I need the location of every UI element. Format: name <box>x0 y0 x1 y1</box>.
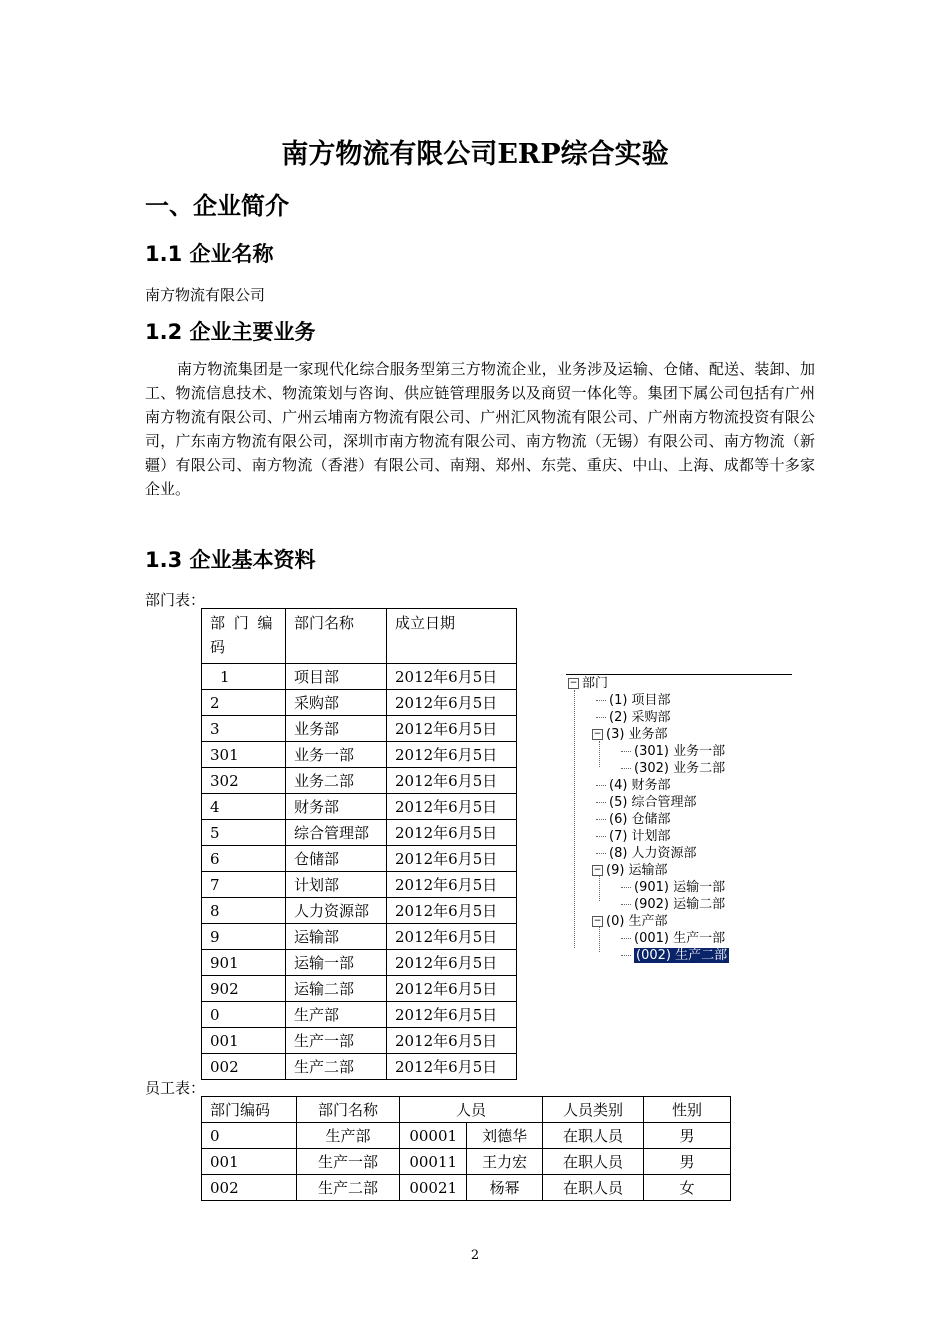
tree-item[interactable] <box>592 914 668 930</box>
dept-date: 2012年6月5日 <box>387 820 517 846</box>
company-name-text: 南方物流有限公司 <box>145 286 266 304</box>
tree-item[interactable] <box>621 897 725 913</box>
main-business-paragraph: 南方物流集团是一家现代化综合服务型第三方物流企业，业务涉及运输、仓储、配送、装卸、加工、物流信息技术、物流策划与咨询、供应链管理服务以及商贸一体化等。集团下属公司包括有广州南方物流有限公司、广州云埔南方物流有限公司、广州汇风物流有限公司、广州南方物流投资有限公司，广东南方物流有限公司，深圳市南方物流有限公司、南方物流（无锡）有限公司、南方物流（新疆）有限公司、南方物流（香港）有限公司、南翔、郑州、东莞、重庆、中山、上海、成都等十多家企业。 <box>145 360 815 498</box>
emp-type: 在职人员 <box>543 1149 644 1175</box>
tree-item-label: (301) 业务一部 <box>634 744 726 759</box>
header-established-date: 成立日期 <box>387 609 517 664</box>
tree-item-label: (002) 生产二部 <box>636 948 728 963</box>
heading-basic-info: 1.3 企业基本资料 <box>145 548 316 572</box>
emp-name: 王力宏 <box>467 1149 543 1175</box>
dept-name: 业务一部 <box>286 742 387 768</box>
tree-branch <box>621 955 631 956</box>
tree-branch <box>596 819 606 820</box>
tree-branch <box>596 717 606 718</box>
tree-branch <box>621 887 631 888</box>
emp-dept-name: 生产二部 <box>297 1175 400 1201</box>
dept-date: 2012年6月5日 <box>387 976 517 1002</box>
department-table <box>201 608 517 1080</box>
tree-branch <box>596 700 606 701</box>
dept-code: 6 <box>202 846 286 872</box>
emp-gender: 男 <box>644 1123 731 1149</box>
tree-item[interactable] <box>621 761 725 777</box>
tree-item-label: (0) 生产部 <box>606 914 668 929</box>
dept-code: 0 <box>202 1002 286 1028</box>
dept-code: 002 <box>202 1054 286 1080</box>
dept-code: 302 <box>202 768 286 794</box>
tree-branch <box>596 802 606 803</box>
tree-item-label: (8) 人力资源部 <box>609 846 697 861</box>
tree-item-label: (3) 业务部 <box>606 727 668 742</box>
table-header-row <box>202 609 517 664</box>
heading-company-name: 1.1 企业名称 <box>145 242 274 266</box>
document-title: 南方物流有限公司ERP综合实验 <box>281 139 669 170</box>
dept-table-label: 部门表： <box>145 591 206 609</box>
table-row <box>202 898 517 924</box>
table-row <box>202 846 517 872</box>
emp-dept-code: 002 <box>202 1175 297 1201</box>
table-header-row <box>202 1097 731 1123</box>
table-row <box>202 690 517 716</box>
emp-type: 在职人员 <box>543 1123 644 1149</box>
tree-branch <box>621 904 631 905</box>
dept-name: 运输一部 <box>286 950 387 976</box>
emp-gender: 女 <box>644 1175 731 1201</box>
table-row <box>202 716 517 742</box>
table-row <box>202 794 517 820</box>
emp-type: 在职人员 <box>543 1175 644 1201</box>
dept-name: 计划部 <box>286 872 387 898</box>
tree-item-label: (2) 采购部 <box>609 710 671 725</box>
emp-name: 杨幂 <box>467 1175 543 1201</box>
dept-name: 仓储部 <box>286 846 387 872</box>
tree-branch <box>621 751 631 752</box>
dept-code: 301 <box>202 742 286 768</box>
dept-name: 项目部 <box>286 664 387 690</box>
heading-main-business: 1.2 企业主要业务 <box>145 320 316 344</box>
table-row <box>202 768 517 794</box>
dept-date: 2012年6月5日 <box>387 794 517 820</box>
tree-branch <box>621 768 631 769</box>
header-gender: 性别 <box>644 1097 731 1123</box>
header-dept-code: 部门编码 <box>202 1097 297 1123</box>
table-row <box>202 664 517 690</box>
tree-item[interactable] <box>621 931 725 947</box>
table-row <box>202 742 517 768</box>
dept-code: 901 <box>202 950 286 976</box>
dept-date: 2012年6月5日 <box>387 716 517 742</box>
emp-id: 00011 <box>400 1149 467 1175</box>
dept-date: 2012年6月5日 <box>387 898 517 924</box>
emp-dept-name: 生产一部 <box>297 1149 400 1175</box>
tree-guide-line <box>599 741 600 767</box>
tree-item[interactable] <box>596 778 671 794</box>
tree-item[interactable] <box>596 829 671 845</box>
tree-item[interactable] <box>596 795 697 811</box>
dept-name: 综合管理部 <box>286 820 387 846</box>
tree-item[interactable] <box>621 880 725 896</box>
dept-date: 2012年6月5日 <box>387 846 517 872</box>
dept-code: 2 <box>202 690 286 716</box>
tree-item[interactable] <box>596 812 671 828</box>
collapse-toggle-icon[interactable]: − <box>593 865 602 875</box>
dept-name: 财务部 <box>286 794 387 820</box>
dept-code: 8 <box>202 898 286 924</box>
table-row <box>202 1028 517 1054</box>
emp-table-label: 员工表： <box>145 1079 206 1097</box>
tree-item-label: (302) 业务二部 <box>634 761 726 776</box>
table-row <box>202 1149 731 1175</box>
tree-item[interactable] <box>596 846 697 862</box>
emp-id: 00021 <box>400 1175 467 1201</box>
emp-id: 00001 <box>400 1123 467 1149</box>
section-heading-intro: 一、企业简介 <box>145 191 289 220</box>
dept-name: 运输二部 <box>286 976 387 1002</box>
tree-item-label: (4) 财务部 <box>609 778 671 793</box>
dept-name: 采购部 <box>286 690 387 716</box>
table-row <box>202 976 517 1002</box>
tree-guide-line <box>574 690 575 948</box>
tree-branch <box>621 938 631 939</box>
dept-name: 人力资源部 <box>286 898 387 924</box>
dept-date: 2012年6月5日 <box>387 768 517 794</box>
dept-code: 001 <box>202 1028 286 1054</box>
emp-dept-code: 001 <box>202 1149 297 1175</box>
emp-dept-code: 0 <box>202 1123 297 1149</box>
dept-date: 2012年6月5日 <box>387 950 517 976</box>
dept-date: 2012年6月5日 <box>387 872 517 898</box>
page-number: 2 <box>470 1248 480 1263</box>
header-dept-name: 部门名称 <box>297 1097 400 1123</box>
tree-item-selected[interactable] <box>621 948 729 964</box>
employee-table <box>201 1096 731 1201</box>
collapse-toggle-icon[interactable]: − <box>593 916 602 926</box>
dept-date: 2012年6月5日 <box>387 924 517 950</box>
tree-item[interactable] <box>596 693 671 709</box>
dept-name: 生产二部 <box>286 1054 387 1080</box>
emp-gender: 男 <box>644 1149 731 1175</box>
tree-item-label: (7) 计划部 <box>609 829 671 844</box>
dept-code: 9 <box>202 924 286 950</box>
dept-name: 运输部 <box>286 924 387 950</box>
dept-code: 3 <box>202 716 286 742</box>
table-row <box>202 950 517 976</box>
header-dept-code: 部 门 编 码 <box>202 609 286 664</box>
table-row <box>202 1175 731 1201</box>
emp-dept-name: 生产部 <box>297 1123 400 1149</box>
tree-item[interactable] <box>592 863 668 879</box>
table-row <box>202 1123 731 1149</box>
tree-top-border <box>566 674 792 675</box>
collapse-toggle-icon[interactable]: − <box>593 729 602 739</box>
tree-item-label: (1) 项目部 <box>609 693 671 708</box>
tree-branch <box>596 853 606 854</box>
dept-code: 902 <box>202 976 286 1002</box>
emp-name: 刘德华 <box>467 1123 543 1149</box>
tree-item-label: (9) 运输部 <box>606 863 668 878</box>
tree-item-label: (902) 运输二部 <box>634 897 726 912</box>
department-tree <box>566 674 792 964</box>
dept-date: 2012年6月5日 <box>387 1002 517 1028</box>
tree-item-label: (6) 仓储部 <box>609 812 671 827</box>
tree-item-label: (001) 生产一部 <box>634 931 726 946</box>
dept-name: 生产部 <box>286 1002 387 1028</box>
dept-code: 7 <box>202 872 286 898</box>
table-row <box>202 1002 517 1028</box>
dept-code: 5 <box>202 820 286 846</box>
dept-name: 业务二部 <box>286 768 387 794</box>
tree-item-label: (5) 综合管理部 <box>609 795 697 810</box>
dept-date: 2012年6月5日 <box>387 1028 517 1054</box>
dept-name: 业务部 <box>286 716 387 742</box>
dept-code: 4 <box>202 794 286 820</box>
header-person-type: 人员类别 <box>543 1097 644 1123</box>
table-row <box>202 872 517 898</box>
tree-root-label: 部门 <box>582 676 609 691</box>
tree-root[interactable] <box>568 676 608 692</box>
table-row <box>202 924 517 950</box>
dept-date: 2012年6月5日 <box>387 1054 517 1080</box>
tree-branch <box>596 785 606 786</box>
dept-name: 生产一部 <box>286 1028 387 1054</box>
tree-item[interactable] <box>621 744 725 760</box>
tree-branch <box>596 836 606 837</box>
header-person: 人员 <box>400 1097 543 1123</box>
dept-date: 2012年6月5日 <box>387 664 517 690</box>
header-dept-name: 部门名称 <box>286 609 387 664</box>
dept-date: 2012年6月5日 <box>387 742 517 768</box>
table-row <box>202 1054 517 1080</box>
tree-item[interactable] <box>596 710 671 726</box>
dept-code: 1 <box>202 664 286 690</box>
table-row <box>202 820 517 846</box>
tree-item-label: (901) 运输一部 <box>634 880 726 895</box>
tree-item[interactable] <box>592 727 668 743</box>
dept-date: 2012年6月5日 <box>387 690 517 716</box>
collapse-toggle-icon[interactable]: − <box>569 678 578 688</box>
